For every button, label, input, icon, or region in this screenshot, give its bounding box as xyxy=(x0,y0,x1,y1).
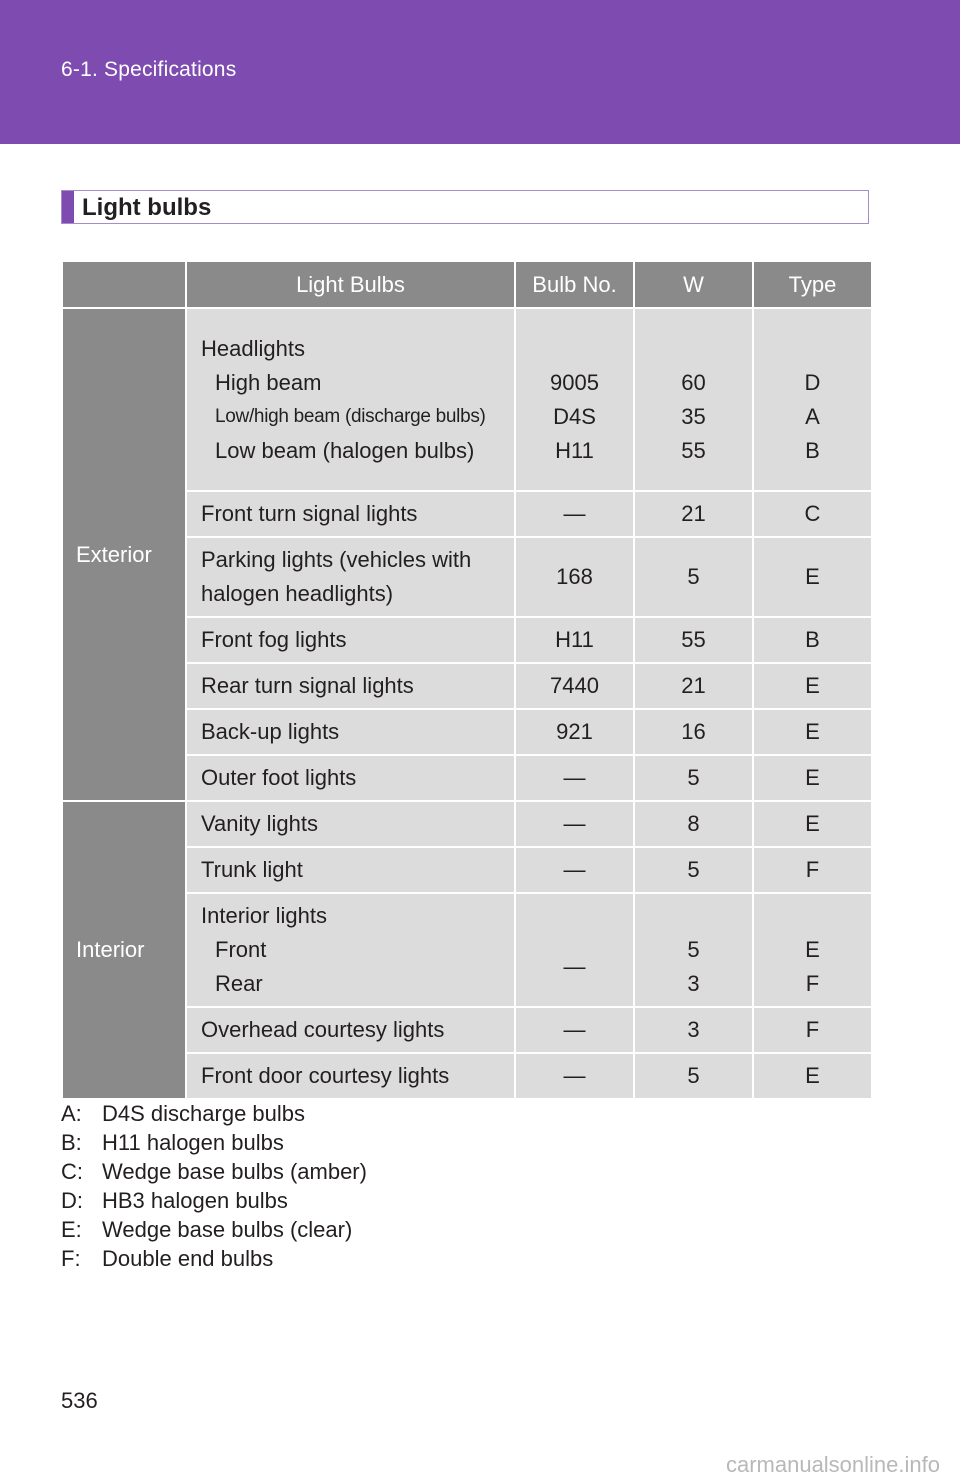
bulb-no-cell xyxy=(515,1007,634,1053)
header-cell-type: Type xyxy=(753,261,872,308)
type-code: B xyxy=(805,627,820,652)
wattage: 5 xyxy=(687,1063,700,1088)
type-code: E xyxy=(805,1063,820,1088)
light-name: Trunk light xyxy=(201,857,303,882)
wattage-cell xyxy=(634,893,753,1007)
light-sub-name: High beam xyxy=(215,369,322,395)
bulb-no-cell xyxy=(515,847,634,893)
wattage: 35 xyxy=(681,403,706,429)
light-name-cell xyxy=(186,801,515,847)
type-cell xyxy=(753,755,872,801)
light-name-cell xyxy=(186,1053,515,1099)
wattage-cell xyxy=(634,308,753,491)
light-name: Outer foot lights xyxy=(201,765,357,790)
bulb-no-cell xyxy=(515,1053,634,1099)
wattage-cell xyxy=(634,491,753,537)
header-cell-group xyxy=(62,261,186,308)
light-name-cell xyxy=(186,1007,515,1053)
wattage-cell xyxy=(634,709,753,755)
bulb-no-cell xyxy=(515,709,634,755)
type-code: B xyxy=(805,437,820,463)
wattage: 16 xyxy=(681,719,706,744)
bulb-no-cell xyxy=(515,893,634,1007)
wattage-cell xyxy=(634,755,753,801)
section-label: 6-1. Specifications xyxy=(61,58,237,81)
light-sub-name: Low beam (halogen bulbs) xyxy=(215,437,475,463)
light-name-cell xyxy=(186,537,515,617)
bulb-no: 921 xyxy=(556,719,593,744)
type-code: A xyxy=(805,403,820,429)
light-name-cell xyxy=(186,755,515,801)
bulb-no: — xyxy=(563,857,586,882)
light-name: Headlights xyxy=(201,335,305,361)
wattage: 3 xyxy=(687,971,700,996)
wattage-cell xyxy=(634,537,753,617)
type-code: E xyxy=(805,765,820,790)
wattage: 5 xyxy=(687,857,700,882)
header-cell-bulb-no: Bulb No. xyxy=(515,261,634,308)
type-cell xyxy=(753,801,872,847)
bulb-no: — xyxy=(563,1017,586,1042)
table-row xyxy=(62,308,872,491)
wattage: 55 xyxy=(681,437,706,463)
bulb-no: 168 xyxy=(556,564,593,589)
type-legend xyxy=(61,1099,367,1273)
spacer-line xyxy=(635,332,752,366)
wattage: 21 xyxy=(681,673,706,698)
wattage-cell xyxy=(634,847,753,893)
wattage-cell xyxy=(634,801,753,847)
bulb-no: H11 xyxy=(555,627,594,652)
wattage: 3 xyxy=(687,1017,700,1042)
section-title-box xyxy=(61,190,869,224)
bulb-no-cell xyxy=(515,801,634,847)
type-cell xyxy=(753,893,872,1007)
light-name: Vanity lights xyxy=(201,811,318,836)
spacer-line xyxy=(754,899,871,933)
wattage: 60 xyxy=(681,369,706,395)
table-row xyxy=(62,801,872,847)
type-cell xyxy=(753,663,872,709)
type-cell xyxy=(753,847,872,893)
bulb-no: 7440 xyxy=(550,673,599,698)
type-code: F xyxy=(805,857,820,882)
header-cell-w: W xyxy=(634,261,753,308)
light-name: Overhead courtesy lights xyxy=(201,1017,445,1042)
type-code: E xyxy=(805,673,820,698)
type-code: C xyxy=(804,501,821,526)
light-name-cell xyxy=(186,663,515,709)
title-accent-bar xyxy=(62,191,74,223)
wattage: 21 xyxy=(681,501,706,526)
wattage: 55 xyxy=(681,627,706,652)
wattage-cell xyxy=(634,1053,753,1099)
header-cell-light-bulbs: Light Bulbs xyxy=(186,261,515,308)
type-code: E xyxy=(805,719,820,744)
group-label-exterior: Exterior xyxy=(62,308,186,801)
spacer-line xyxy=(635,899,752,933)
light-bulbs-table xyxy=(61,260,873,1100)
wattage: 5 xyxy=(687,937,700,962)
legend-item: E: Wedge base bulbs (clear) xyxy=(61,1217,353,1242)
light-name: Parking lights (vehicles with xyxy=(201,547,472,572)
light-name-cell xyxy=(186,491,515,537)
page-title: Light bulbs xyxy=(82,194,212,221)
light-name-cell xyxy=(186,308,515,491)
type-cell xyxy=(753,537,872,617)
legend-item: C: Wedge base bulbs (amber) xyxy=(61,1159,367,1184)
light-sub-name: Low/high beam (discharge bulbs) xyxy=(215,405,486,427)
wattage-cell xyxy=(634,1007,753,1053)
light-sub-name: Rear xyxy=(215,971,263,996)
bulb-no: H11 xyxy=(555,437,594,463)
type-code: E xyxy=(805,811,820,836)
bulb-no-cell xyxy=(515,755,634,801)
type-cell xyxy=(753,617,872,663)
bulb-no: — xyxy=(563,811,586,836)
bulb-no-cell xyxy=(515,308,634,491)
light-name: Interior lights xyxy=(201,903,327,928)
legend-item: D: HB3 halogen bulbs xyxy=(61,1188,288,1213)
type-cell xyxy=(753,308,872,491)
bulb-no: — xyxy=(563,501,586,526)
type-code: F xyxy=(805,1017,820,1042)
table-header-row xyxy=(62,261,872,308)
wattage-cell xyxy=(634,617,753,663)
type-code: F xyxy=(805,971,820,996)
type-cell xyxy=(753,709,872,755)
bulb-no-cell xyxy=(515,537,634,617)
type-cell xyxy=(753,491,872,537)
light-sub-name: Front xyxy=(215,937,267,962)
legend-item: B: H11 halogen bulbs xyxy=(61,1130,284,1155)
wattage: 5 xyxy=(687,765,700,790)
type-cell xyxy=(753,1053,872,1099)
bulb-no: — xyxy=(563,954,586,979)
wattage-cell xyxy=(634,663,753,709)
type-code: D xyxy=(804,369,821,395)
bulb-no: 9005 xyxy=(550,369,599,395)
light-name-cell xyxy=(186,617,515,663)
light-name: Back-up lights xyxy=(201,719,340,744)
type-code: E xyxy=(805,937,820,962)
bulb-no-cell xyxy=(515,663,634,709)
bulb-no-cell xyxy=(515,491,634,537)
type-cell xyxy=(753,1007,872,1053)
light-name-cell xyxy=(186,847,515,893)
spacer-line xyxy=(516,332,633,366)
light-name: Front fog lights xyxy=(201,627,347,652)
light-name: Front door courtesy lights xyxy=(201,1063,450,1088)
bulb-no: — xyxy=(563,765,586,790)
group-label-interior: Interior xyxy=(62,801,186,1099)
legend-item: A: D4S discharge bulbs xyxy=(61,1101,306,1126)
light-name: Front turn signal lights xyxy=(201,501,418,526)
light-name-cell xyxy=(186,893,515,1007)
bulb-no: D4S xyxy=(553,403,596,429)
light-name: halogen headlights) xyxy=(201,581,394,606)
light-name-cell xyxy=(186,709,515,755)
light-name: Rear turn signal lights xyxy=(201,673,414,698)
watermark: carmanualsonline.info xyxy=(725,1452,940,1477)
type-code: E xyxy=(805,564,820,589)
page-number: 536 xyxy=(61,1388,98,1413)
wattage: 8 xyxy=(687,811,700,836)
legend-item: F: Double end bulbs xyxy=(61,1246,274,1271)
bulb-no: — xyxy=(563,1063,586,1088)
bulb-no-cell xyxy=(515,617,634,663)
wattage: 5 xyxy=(687,564,700,589)
spacer-line xyxy=(754,332,871,366)
spacer-line xyxy=(516,916,633,950)
